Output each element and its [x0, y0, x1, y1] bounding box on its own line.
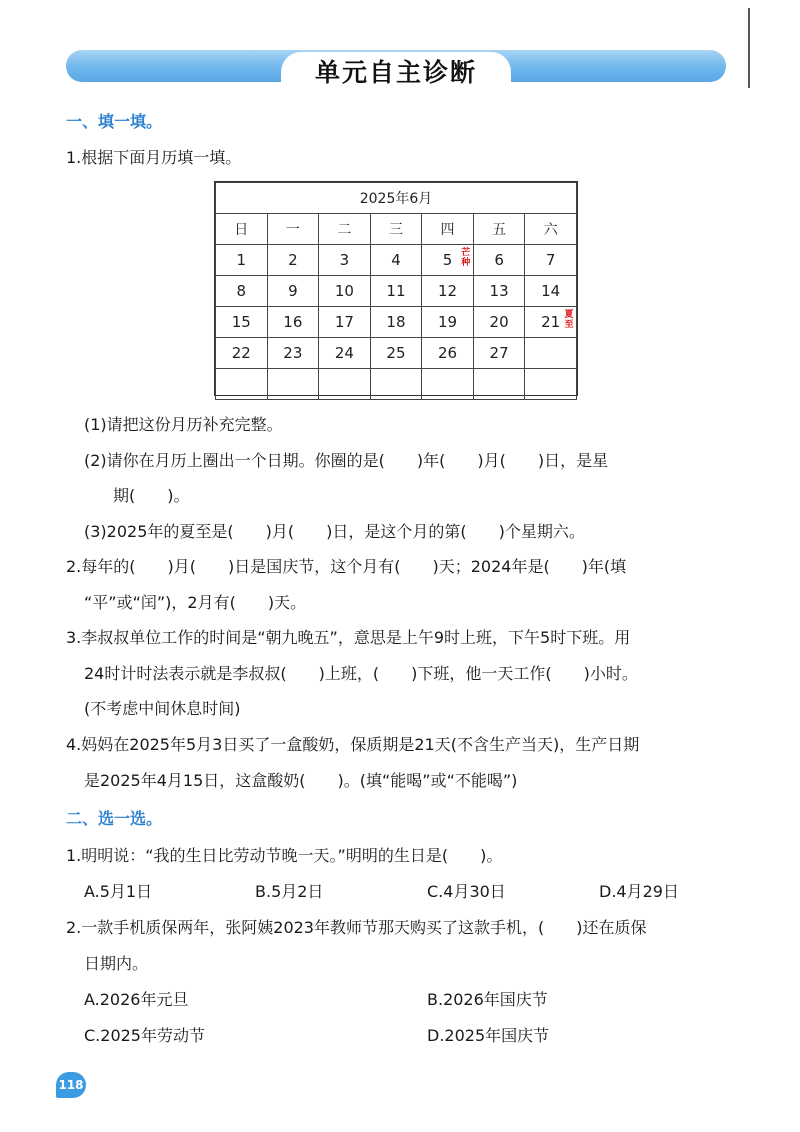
choice-2-line-1: 2.一款手机质保两年，张阿姨2023年教师节那天购买了这款手机，( )还在质保 [66, 918, 647, 937]
question-3-line-2: 24时计时法表示就是李叔叔( )上班，( )下班，他一天工作( )小时。 [84, 664, 638, 683]
calendar-day-blank[interactable] [525, 338, 577, 369]
question-1-sub-2-line-2: 期( )。 [113, 486, 190, 505]
calendar-day: 9 [267, 276, 319, 307]
weekday-mon: 一 [267, 214, 319, 245]
calendar-day: 8 [216, 276, 268, 307]
calendar-day: 7 [525, 245, 577, 276]
calendar-table [215, 182, 577, 400]
weekday-sun: 日 [216, 214, 268, 245]
calendar-day: 22 [216, 338, 268, 369]
calendar-day-blank[interactable] [216, 369, 268, 400]
weekday-tue: 二 [319, 214, 371, 245]
calendar-day: 18 [370, 307, 422, 338]
page-number-badge: 118 [56, 1072, 86, 1098]
question-1-sub-1: (1)请把这份月历补充完整。 [84, 415, 283, 434]
choice-2-option-b[interactable]: B.2026年国庆节 [427, 990, 548, 1009]
question-1-stem: 1.根据下面月历填一填。 [66, 148, 242, 167]
question-2-line-1: 2.每年的( )月( )日是国庆节，这个月有( )天；2024年是( )年(填 [66, 557, 627, 576]
calendar-week-1 [216, 245, 577, 276]
question-1-sub-3: (3)2025年的夏至是( )月( )日，是这个月的第( )个星期六。 [84, 522, 585, 541]
section-title-choose: 二、选一选。 [66, 809, 163, 828]
calendar-day: 27 [473, 338, 525, 369]
calendar-day: 14 [525, 276, 577, 307]
calendar-day: 11 [370, 276, 422, 307]
calendar-day: 15 [216, 307, 268, 338]
calendar-day: 1 [216, 245, 268, 276]
section-title-fill: 一、填一填。 [66, 112, 163, 131]
choice-1-option-b[interactable]: B.5月2日 [255, 882, 324, 901]
calendar-day-blank[interactable] [422, 369, 474, 400]
choice-1-option-a[interactable]: A.5月1日 [84, 882, 153, 901]
choice-1-option-c[interactable]: C.4月30日 [427, 882, 506, 901]
page-title: 单元自主诊断 [314, 58, 477, 87]
choice-2-option-a[interactable]: A.2026年元旦 [84, 990, 189, 1009]
question-4-line-1: 4.妈妈在2025年5月3日买了一盒酸奶，保质期是21天(不含生产当天)，生产日期 [66, 735, 640, 754]
choice-2-option-d[interactable]: D.2025年国庆节 [427, 1026, 550, 1045]
calendar-day: 19 [422, 307, 474, 338]
calendar-day: 13 [473, 276, 525, 307]
calendar-day: 26 [422, 338, 474, 369]
question-1-sub-2-line-1: (2)请你在月历上圈出一个日期。你圈的是( )年( )月( )日，是星 [84, 451, 609, 470]
calendar-day: 17 [319, 307, 371, 338]
solar-term-mangzhong: 芒种 [461, 248, 471, 268]
choice-2-line-2: 日期内。 [84, 954, 149, 973]
weekday-wed: 三 [370, 214, 422, 245]
weekday-sat: 六 [525, 214, 577, 245]
calendar-day: 21 [541, 313, 561, 331]
calendar-day-blank[interactable] [370, 369, 422, 400]
question-4-line-2: 是2025年4月15日，这盒酸奶( )。(填“能喝”或“不能喝”) [84, 771, 518, 790]
solar-term-xiazhi: 夏至 [564, 310, 574, 330]
calendar-day: 23 [267, 338, 319, 369]
calendar-day: 2 [267, 245, 319, 276]
calendar-day: 6 [473, 245, 525, 276]
calendar-week-5 [216, 369, 577, 400]
choice-1-stem: 1.明明说：“我的生日比劳动节晚一天。”明明的生日是( )。 [66, 846, 503, 865]
calendar-day-cell-5 [422, 245, 474, 276]
choice-1-option-d[interactable]: D.4月29日 [599, 882, 679, 901]
calendar-day: 25 [370, 338, 422, 369]
calendar-title: 2025年6月 [216, 183, 577, 214]
calendar-day: 16 [267, 307, 319, 338]
calendar-june-2025 [214, 181, 578, 396]
calendar-day-blank[interactable] [473, 369, 525, 400]
calendar-day: 12 [422, 276, 474, 307]
calendar-day: 3 [319, 245, 371, 276]
question-2-line-2: “平”或“闰”)，2月有( )天。 [84, 593, 307, 612]
calendar-week-4 [216, 338, 577, 369]
page-edge-mark [748, 8, 750, 88]
calendar-day: 24 [319, 338, 371, 369]
calendar-day-blank[interactable] [267, 369, 319, 400]
calendar-day: 20 [473, 307, 525, 338]
calendar-day-blank[interactable] [525, 369, 577, 400]
calendar-day-cell-21 [525, 307, 577, 338]
choice-2-option-c[interactable]: C.2025年劳动节 [84, 1026, 205, 1045]
calendar-day: 4 [370, 245, 422, 276]
question-3-line-3: (不考虑中间休息时间) [84, 699, 241, 718]
calendar-day-blank[interactable] [319, 369, 371, 400]
calendar-week-3 [216, 307, 577, 338]
question-3-line-1: 3.李叔叔单位工作的时间是“朝九晚五”，意思是上午9时上班，下午5时下班。用 [66, 628, 631, 647]
weekday-thu: 四 [422, 214, 474, 245]
weekday-fri: 五 [473, 214, 525, 245]
calendar-day: 5 [442, 251, 453, 269]
calendar-week-2 [216, 276, 577, 307]
calendar-day: 10 [319, 276, 371, 307]
